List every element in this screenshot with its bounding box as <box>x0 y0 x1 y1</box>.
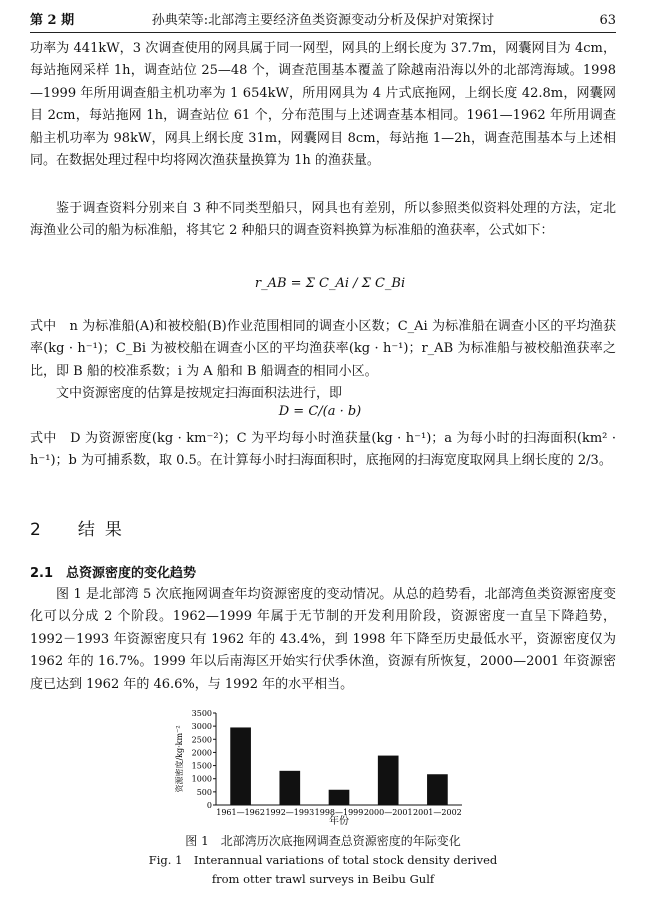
issue-label: 第 2 期 <box>30 13 75 28</box>
methods-paragraph-3: 式中 n 为标准船(A)和被校船(B)作业范围相同的调查小区数；C_Ai 为标准船在调查小区的平均渔获率(kg · h⁻¹)；C_Bi 为被校船在调查小区的平均渔获率(kg · h⁻¹)；r_AB 为标准船与被校船渔获率之比，即 B 船的校准系数；i 为 A 船和 B 船调查的相同小区。 <box>30 319 616 379</box>
calibration-formula-text: r_AB = Σ C_Ai / Σ C_Bi <box>254 276 406 291</box>
running-header <box>30 10 616 33</box>
x-tick-label: 1998—1999 <box>314 808 364 817</box>
figure-caption-en-1: Fig. 1 Interannual variations of total stock density derived <box>148 853 498 867</box>
methods-paragraph-2: 鉴于调查资料分别来自 3 种不同类型船只，网具也有差别，所以参照类似资料处理的方法，定北海渔业公司的船为标准船，将其它 2 种船只的调查资料换算为标准船的渔获率，公式如下： <box>30 201 616 239</box>
y-axis-label: 资源密度/kg·km⁻² <box>175 725 184 793</box>
subsection-number: 2.1 <box>30 566 54 581</box>
bar-2001—2002 <box>427 774 448 805</box>
section-title: 结果 <box>77 520 132 540</box>
section-number: 2 <box>30 520 51 540</box>
y-tick-label: 3000 <box>191 722 212 732</box>
x-axis-label: 年份 <box>329 816 349 827</box>
subsection-title: 总资源密度的变化趋势 <box>66 566 197 581</box>
bar-1992—1993 <box>279 771 300 805</box>
page-number: 63 <box>599 13 616 28</box>
bar-1961—1962 <box>230 727 251 805</box>
x-tick-label: 1992—1993 <box>265 808 315 817</box>
bar-1998—1999 <box>329 790 350 805</box>
y-tick-label: 2500 <box>191 735 212 745</box>
y-tick-label: 3500 <box>191 709 212 718</box>
methods-paragraph-4: 文中资源密度的估算是按规定扫海面积法进行，即 <box>56 386 343 401</box>
calibration-formula <box>230 270 430 308</box>
y-tick-label: 1500 <box>191 761 212 771</box>
figure-caption-en-2: from otter trawl surveys in Beibu Gulf <box>211 872 435 886</box>
methods-paragraph-1: 功率为 441kW，3 次调查使用的网具属于同一网型，网具的上纲长度为 37.7m，网囊网目为 4cm，每站拖网采样 1h，调查站位 25—48 个，调查范围基本覆盖了除越南沿海以外的北部湾海域。1998—1999 年所用调查船主机功率为 1 654kW，所用网具为 4 片式底拖网，上纲长度 42.8m，网囊网目 2cm，每站拖网 1h，调查站位 61 个，分布范围与上述调查基本相同。1961—1962 年所用调查船主机功率为 98kW，网具上纲长度 31m，网囊网目 8cm，每站拖 1—2h，调查范围基本与上述相同。在数据处理过程中均将网次渔获量换算为 1h 的渔获量。 <box>30 41 616 169</box>
y-tick-label: 0 <box>206 801 212 810</box>
section-heading <box>30 515 132 540</box>
x-tick-label: 1961—1962 <box>216 808 265 817</box>
subsection-heading <box>30 562 196 581</box>
results-paragraph-1: 图 1 是北部湾 5 次底拖网调查年均资源密度的变动情况。从总的趋势看，北部湾鱼类资源密度变化可以分成 2 个阶段。1962—1999 年属于无节制的开发利用阶段，资源密度一直呈下降趋势，1992－1993 年资源密度只有 1962 年的 43.4%，到 1998 年下降至历史最低水平，资源密度仅为 1962 年的 16.7%。1999 年以后南海区开始实行伏季休渔，资源有所恢复，2000—2001 年资源密度已达到 1962 年的 46.6%，与 1992 年的水平相当。 <box>30 587 616 692</box>
methods-paragraph-5: 式中 D 为资源密度(kg · km⁻²)；C 为平均每小时渔获量(kg · h⁻¹)；a 为每小时的扫海面积(km² · h⁻¹)；b 为可捕系数，取 0.5。在计算每小时扫海面积时，底拖网的扫海宽度取网具上纲长度的 2/3。 <box>30 431 616 469</box>
density-formula: D = C/(a · b) <box>278 404 362 419</box>
y-tick-label: 500 <box>196 787 212 797</box>
x-tick-label: 2000—2001 <box>363 808 413 817</box>
x-tick-label: 2001—2002 <box>413 808 462 817</box>
figure-caption-cn: 图 1 北部湾历次底拖网调查总资源密度的年际变化 <box>185 834 461 848</box>
density-bar-chart <box>170 705 470 827</box>
y-tick-label: 2000 <box>191 748 212 758</box>
y-tick-label: 1000 <box>191 774 212 784</box>
bar-2000—2001 <box>378 756 399 805</box>
running-title: 孙典荣等:北部湾主要经济鱼类资源变动分析及保护对策探讨 <box>151 13 495 28</box>
